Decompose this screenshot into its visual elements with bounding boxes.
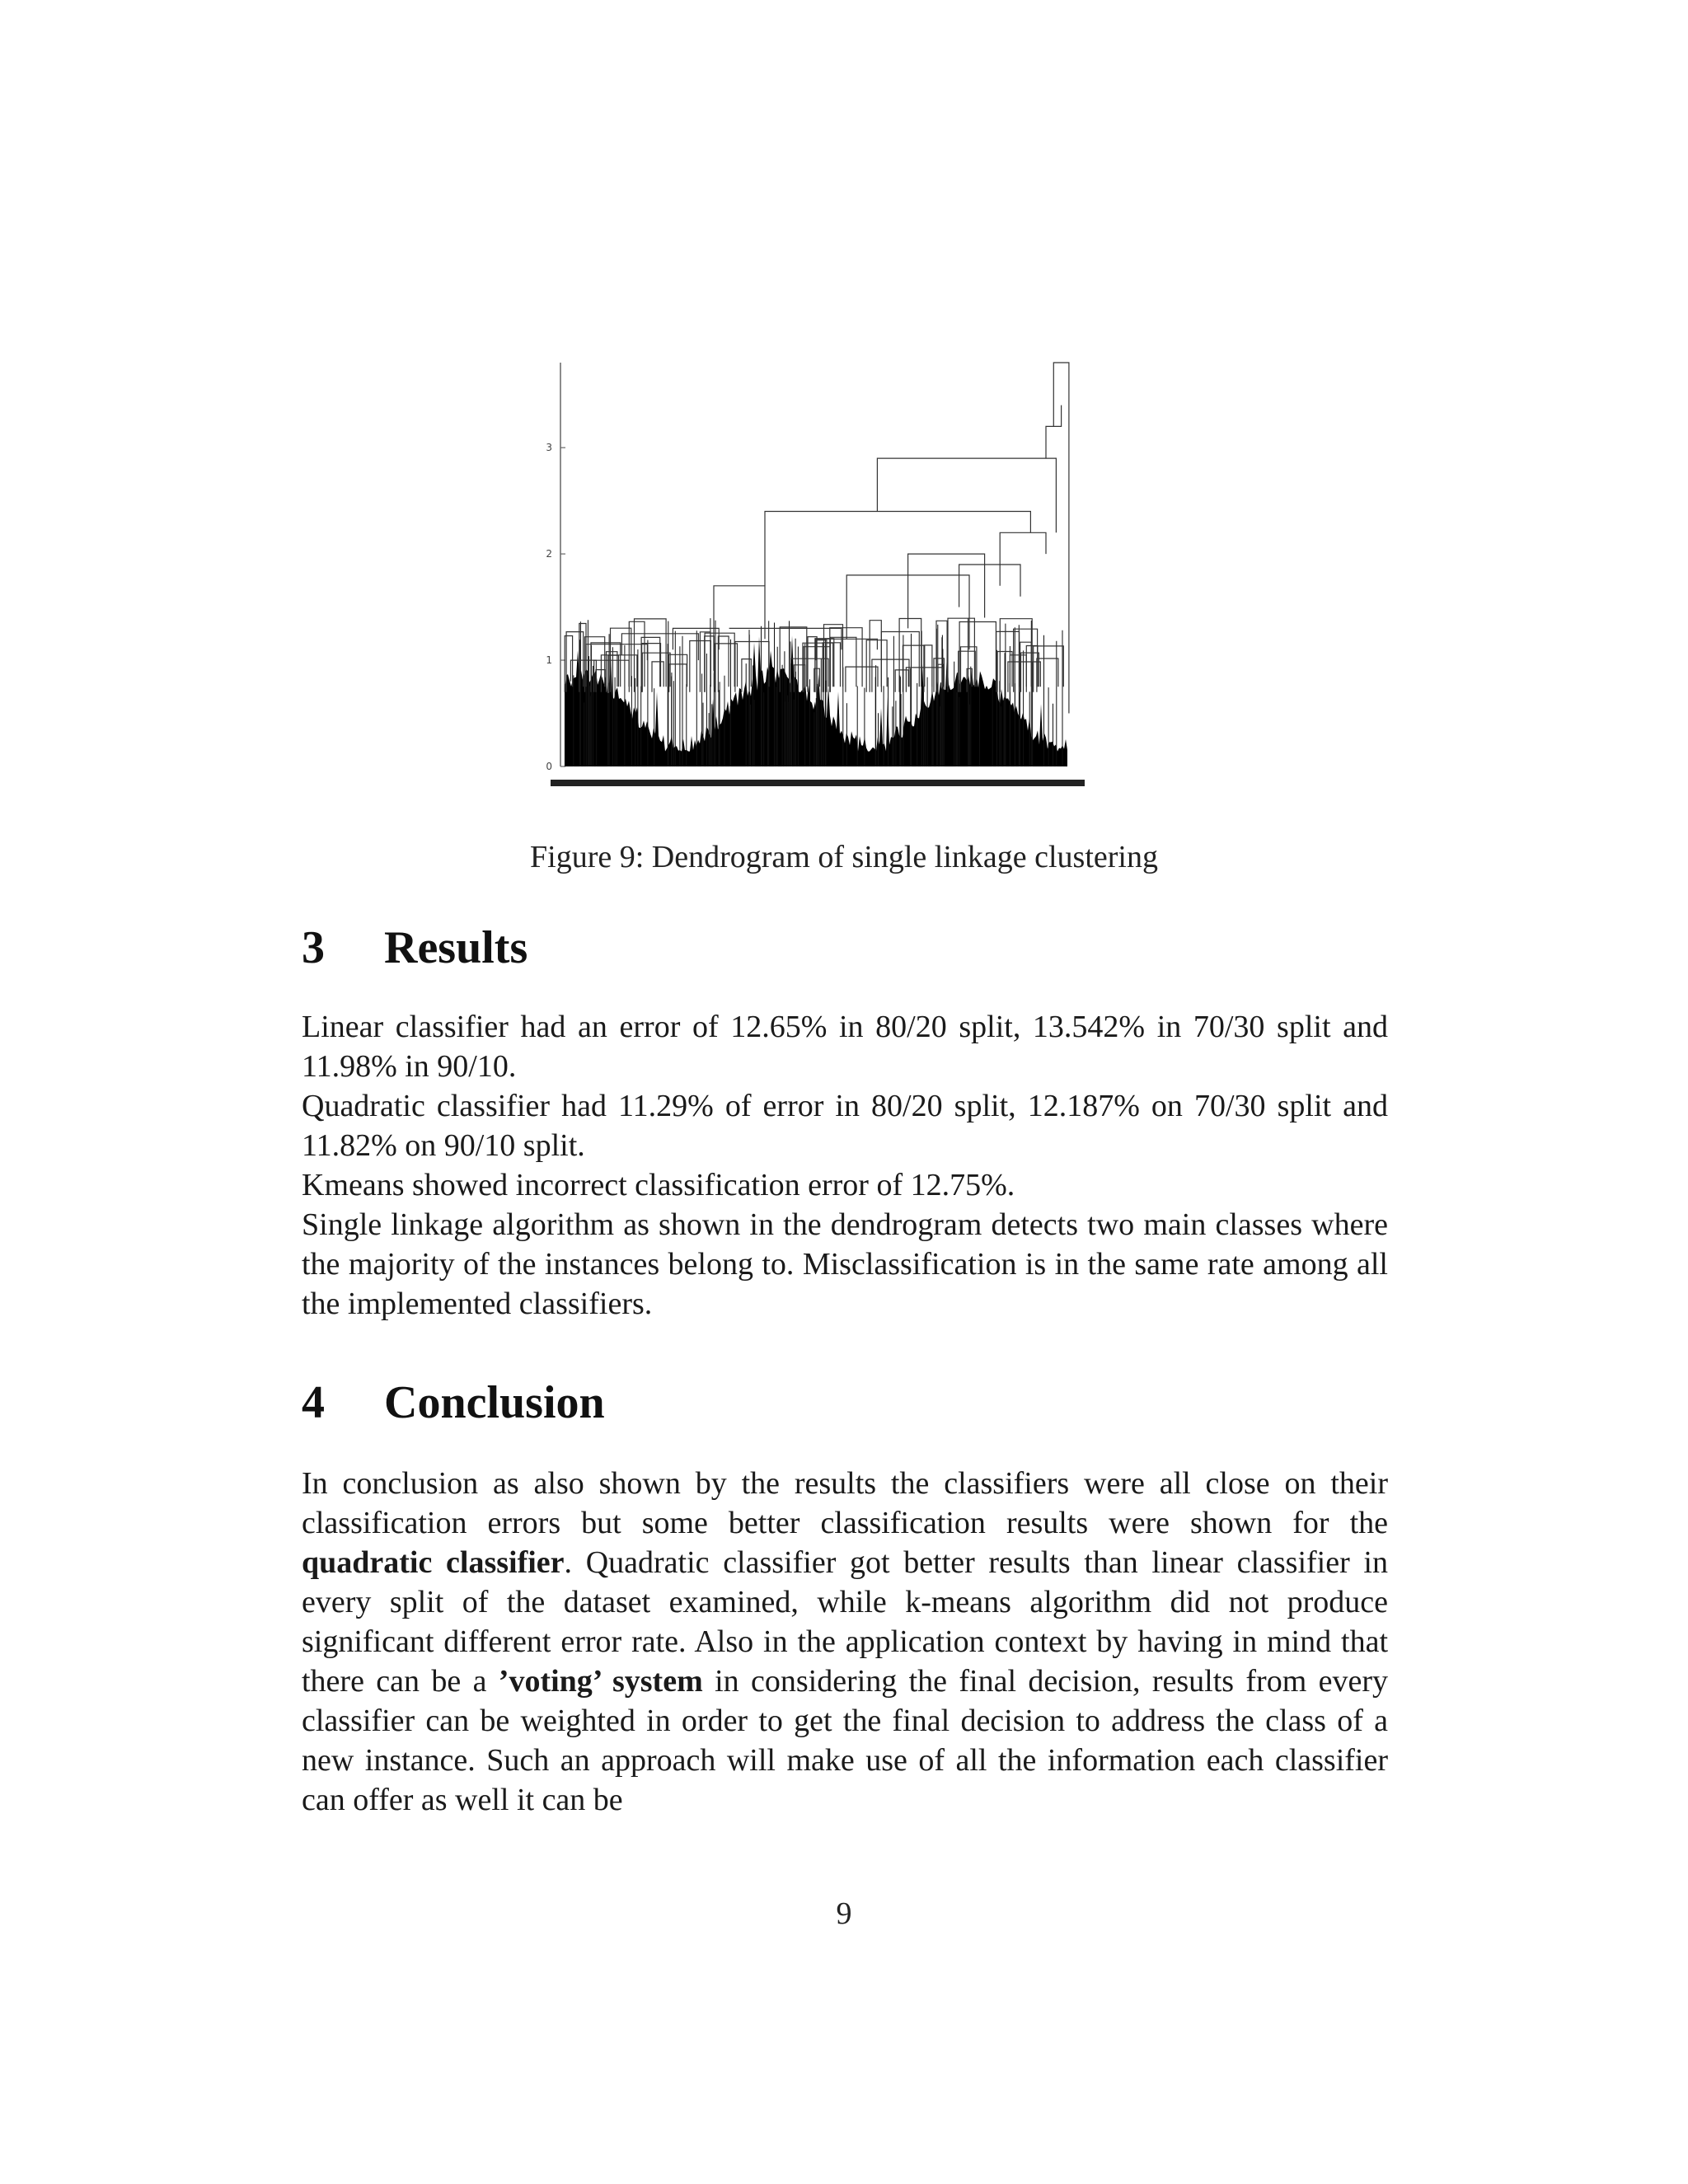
dendrogram-link <box>1000 532 1046 586</box>
dendrogram-link <box>705 636 715 692</box>
section-number: 4 <box>302 1377 325 1428</box>
conclusion-paragraph <box>302 1464 1388 1820</box>
section-title: Results <box>384 922 528 973</box>
conclusion-emphasis: quadratic classifier <box>302 1545 565 1580</box>
dendrogram-link <box>924 645 932 692</box>
dendrogram-link <box>1020 642 1032 692</box>
results-paragraph: Quadratic classifier had 11.29% of error in 80/20 split, 12.187% on 70/30 split and 11.82% on 90/10 split. <box>302 1089 1388 1163</box>
y-tick-label: 3 <box>546 442 552 454</box>
dendrogram-link <box>959 565 1020 607</box>
section-heading-results <box>302 921 528 974</box>
conclusion-body <box>302 1464 1388 1820</box>
dendrogram-link <box>765 512 1030 586</box>
conclusion-text: In conclusion as also shown by the results the classifiers were all close on their classification errors but some better classification results were shown for the <box>302 1466 1388 1540</box>
results-body <box>302 1007 1388 1324</box>
conclusion-text: in considering the final decision, results from every classifier can be weighted in order to get the final decision to address the class of a new instance. Such an approach will make use of all the information each classifier can offer as well it can be <box>302 1664 1388 1817</box>
section-heading-conclusion <box>302 1376 605 1429</box>
dendrogram-link <box>908 554 985 628</box>
section-number: 3 <box>302 922 325 973</box>
dendrogram-link <box>652 662 663 692</box>
x-axis-bar <box>551 780 1085 786</box>
dendrogram-link <box>846 667 878 692</box>
results-paragraph: Single linkage algorithm as shown in the dendrogram detects two main classes where the majority of the instances belong to. Misclassification is in the same rate among all the implemented classifiers. <box>302 1207 1388 1321</box>
conclusion-text: . Quadratic classifier got better results than linear classifier in every split of the dataset examined, while k-means algorithm did not produce significant different error rate. Also in the application context by having in mind that there can be a <box>302 1545 1388 1699</box>
section-title: Conclusion <box>384 1377 605 1428</box>
dendrogram-link <box>1008 662 1041 692</box>
y-tick-label: 2 <box>546 548 552 560</box>
results-paragraph: Linear classifier had an error of 12.65% in 80/20 split, 13.542% in 70/30 split and 11.98% in 90/10. <box>302 1010 1388 1084</box>
dendrogram-chart <box>536 354 1104 816</box>
dendrogram-link <box>635 619 667 692</box>
page-number: 9 <box>836 1896 852 1931</box>
figure-dendrogram <box>536 354 1104 816</box>
results-paragraph: Kmeans showed incorrect classification error of 12.75%. <box>302 1168 1015 1202</box>
y-tick-label: 0 <box>546 761 552 772</box>
dendrogram-link <box>803 643 823 692</box>
figure-caption: Figure 9: Dendrogram of single linkage clustering <box>530 840 1158 874</box>
conclusion-emphasis: ’voting’ system <box>498 1664 703 1699</box>
y-tick-label: 1 <box>546 654 552 667</box>
dendrogram-link <box>877 458 1056 532</box>
